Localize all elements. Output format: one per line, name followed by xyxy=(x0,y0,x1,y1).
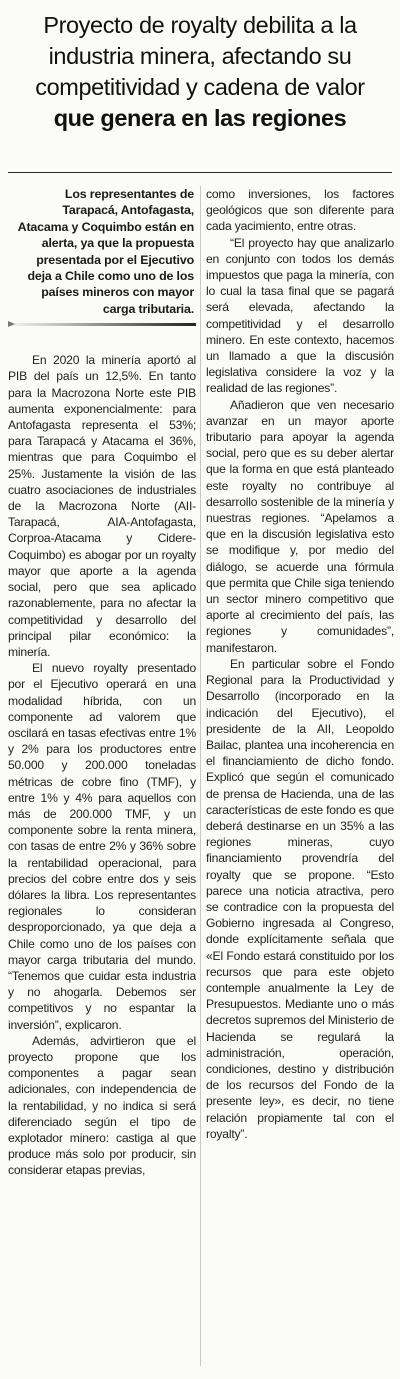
body-paragraph: En 2020 la minería aportó al PIB del país un 12,5%. En tanto para la Macrozona Norte este PIB aumenta exponencialmente: para Antofagasta representa el 53%; para Tarapacá y Atacama el 36%, mientras que para Coquimbo el 25%. Justamente la visión de las cuatro asociaciones de industriales de la Macrozona Norte (AII-Tarapacá, AIA-Antofagasta, Corproa-Atacama y Cidere-Coquimbo) es abogar por un royalty mayor que aporte a la agenda social, pero que sea aplicado razonablemente, para no afectar la competitividad y desarrollo del principal pilar económico: la minería. xyxy=(8,353,196,659)
body-paragraph: Además, advirtieron que el proyecto propone que los componentes a pagar sean adicionales, con independencia de la rentabilidad, y no indica si será diferenciado según el tipo de explotador minero: castiga al que produce más solo por producir, sin considerar etapas previas, xyxy=(8,1033,196,1178)
lead-paragraph: Los representantes de Tarapacá, Antofagasta, Atacama y Coquimbo están en alerta, ya que la propuesta presentada por el Ejecutivo deja a Chile como uno de los países mineros con mayor carga tributaria. xyxy=(17,187,194,316)
body-paragraph: Añadieron que ven necesario avanzar en un mayor aporte tributario para apoyar la agenda social, pero que es su deber alertar que la forma en que está planteado este royalty no contribuye al desarrollo sostenible de la minería y nuestras regiones. “Apelamos a que en la discusión legislativa esto se modifique y, por medio del diálogo, se acuerde una fórmula que permita que Chile siga teniendo un sector minero competitivo que aporte al crecimiento del país, las regiones y comunidades”, manifestaron. xyxy=(206,397,394,655)
headline-rule xyxy=(8,172,392,173)
headline-line-3: competitividad y cadena de valor xyxy=(35,74,365,100)
right-column xyxy=(206,186,394,1376)
headline-line-4: que genera en las regiones xyxy=(53,105,347,131)
body-paragraph: El nuevo royalty presentado por el Ejecutivo operará en una modalidad híbrida, con un componente ad valorem que oscilará en tasas efectivas entre 1% y 2% para los productores entre 50.000 y 200.000 toneladas métricas de cobre fino (TMF), y entre 1% y 4% para aquellos con más de 200.000 TMF, y un componente sobre la renta minera, con tasas de entre 2% y 36% sobre la rentabilidad operacional, para precios del cobre entre dos y seis dólares la libra. Los representantes regionales lo consideran desproporcionado, ya que deja a Chile como uno de los países con mayor carga tributaria del mundo. “Tenemos que cuidar esta industria y no ahogarla. Debemos ser competitivos y no espantar la inversión”, explicaron. xyxy=(8,661,196,1032)
body-paragraph: “El proyecto hay que analizarlo en conjunto con todos los demás impuestos que paga la minería, con lo cual la tasa final que se pagará será elevada, afectando la competitividad y el desarrollo minero. En este contexto, hacemos un llamado a que la discusión legislativa considere la voz y la realidad de las regiones”. xyxy=(206,235,394,396)
lead-divider-bar xyxy=(8,323,196,326)
article-headline xyxy=(6,10,394,134)
headline-line-2: industria minera, afectando su xyxy=(48,43,352,69)
lead-divider-arrow xyxy=(8,321,15,327)
body-paragraph-continued: como inversiones, los factores geológicos que son diferente para cada yacimiento, entre otras. xyxy=(206,187,394,234)
left-column xyxy=(8,186,196,1376)
column-divider xyxy=(200,186,201,1366)
body-paragraph: En particular sobre el Fondo Regional para la Productividad y Desarrollo (incorporado en la indicación del Ejecutivo), el presidente de la AII, Leopoldo Bailac, plantea una incoherencia en el financiamiento de dicho fondo. Explicó que según el comunicado de prensa de Hacienda, una de las características de este fondo es que deberá destinarse en un 35% a las regiones mineras, cuyo financiamiento provendría del royalty que se propone. “Esto parece una noticia atractiva, pero se contradice con la propuesta del Gobierno ingresada al Congreso, donde explícitamente señala que «El Fondo estará constituido por los recursos que para este objeto contemple anualmente la Ley de Presupuestos. Mediante uno o más decretos supremos del Ministerio de Hacienda se regulará la administración, operación, condiciones, destino y distribución de los recursos del Fondo de la presente ley», es decir, no tiene relación propiamente tal con el royalty”. xyxy=(206,656,394,1141)
headline-line-1: Proyecto de royalty debilita a la xyxy=(43,12,357,38)
